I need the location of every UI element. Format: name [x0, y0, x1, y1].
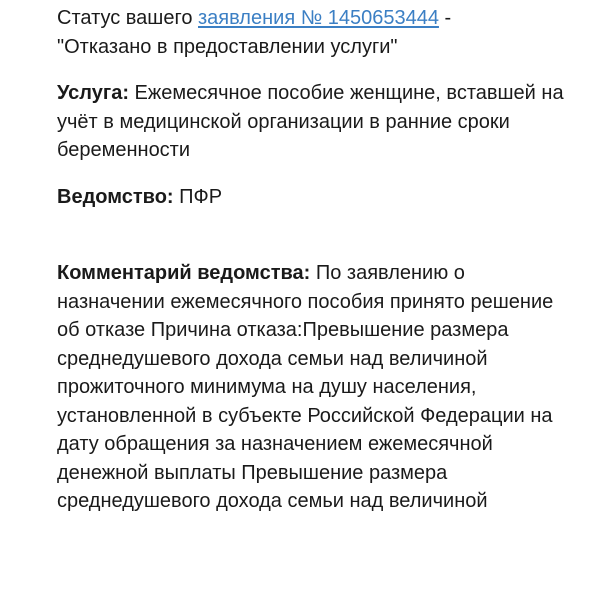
service-value: Ежемесячное пособие женщине, вставшей на учёт в медицинской организации в ранние сроки беременности — [57, 82, 564, 161]
service-label: Услуга: — [57, 82, 129, 104]
status-value: "Отказано в предоставлении услуги" — [57, 35, 398, 58]
comment-paragraph — [57, 259, 577, 516]
status-prefix: Статус вашего — [57, 7, 199, 29]
agency-label: Ведомство: — [57, 185, 174, 208]
status-suffix: - — [438, 7, 452, 29]
status-paragraph — [57, 4, 577, 61]
service-paragraph — [57, 79, 577, 165]
application-link[interactable]: заявления № 1450653444 — [198, 7, 439, 29]
comment-value: По заявлению о назначении ежемесячного пособия принято решение об отказе Причина отказа:Превышение размера среднедушевого дохода семьи над величиной прожиточного минимума на душу населения, установленной в субъекте Российской Федерации на дату обращения за назначением ежемесячной денежной выплаты Превышение размера среднедушевого дохода семьи над величиной — [57, 262, 554, 512]
application-status-message — [57, 4, 577, 516]
agency-paragraph — [57, 183, 577, 212]
comment-label: Комментарий ведомства: — [57, 262, 311, 284]
agency-value: ПФР — [173, 185, 223, 208]
